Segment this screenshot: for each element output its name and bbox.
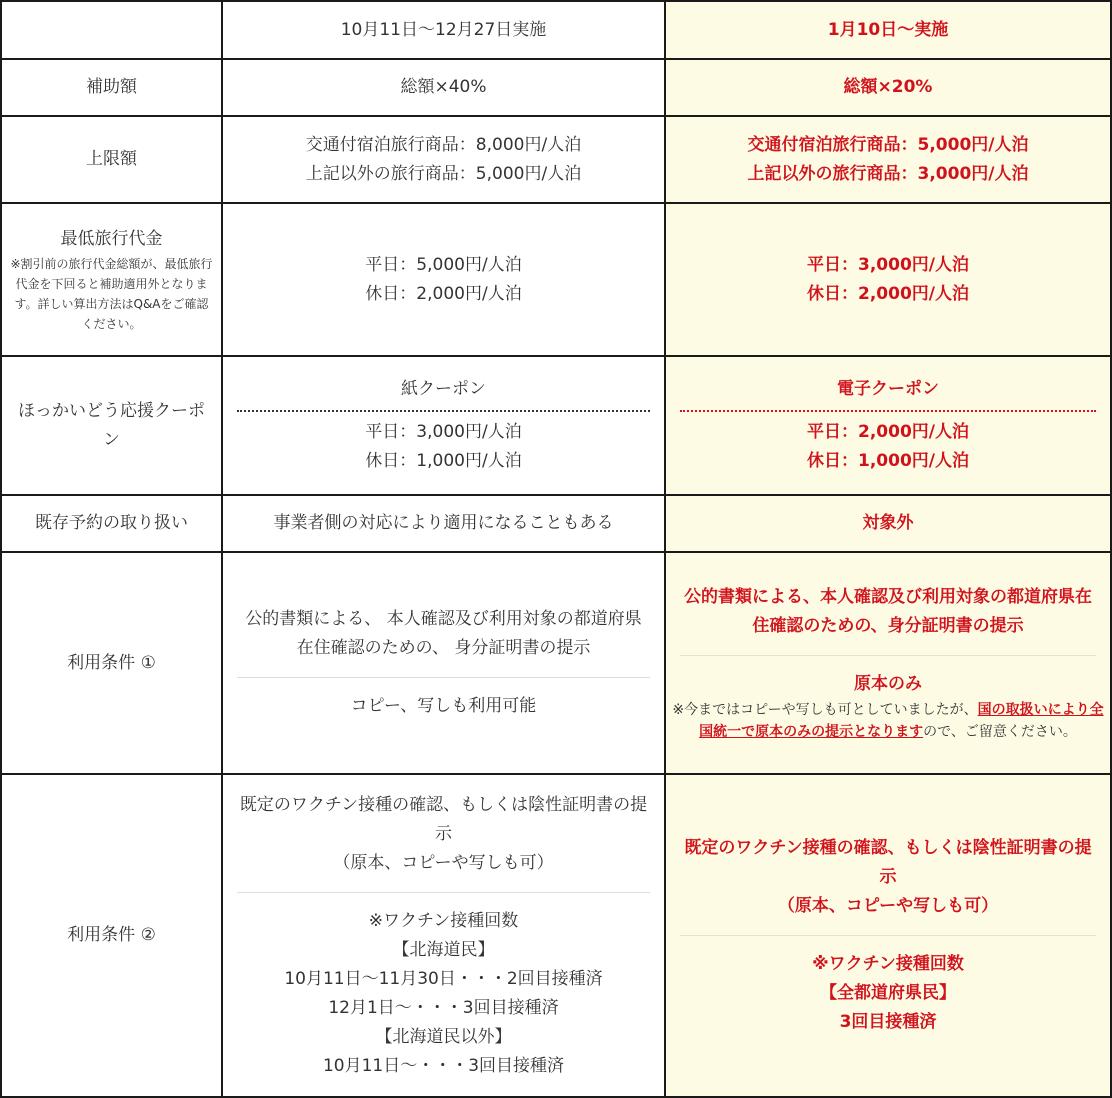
cond1-new (665, 552, 1111, 774)
min-price-old (222, 203, 665, 356)
existing-new: 対象外 (665, 495, 1111, 552)
label-cond2: 利用条件 ② (1, 774, 222, 1097)
divider (680, 655, 1096, 656)
note-text-pre: ※今まではコピーや写しも可としていましたが、 (672, 702, 978, 718)
cond2-new (665, 774, 1111, 1097)
header-empty-cell (1, 1, 222, 59)
header-new-period: 1月10日〜実施 (665, 1, 1111, 59)
header-old-period: 10月11日〜12月27日実施 (222, 1, 665, 59)
cond2-old-sub-1: ※ワクチン接種回数 (368, 910, 519, 931)
cond1-old-sub: コピー、写しも利用可能 (350, 696, 537, 716)
row-min-price (1, 203, 1111, 356)
row-cap (1, 116, 1111, 203)
coupon-new-weekday: 平日：2,000円/人泊 (807, 422, 969, 442)
coupon-old-holiday: 休日：1,000円/人泊 (365, 451, 522, 471)
row-coupon (1, 356, 1111, 495)
min-price-old-holiday: 休日：2,000円/人泊 (365, 283, 522, 304)
cond2-old-sub-3: 10月11日〜11月30日・・・2回目接種済 (284, 968, 603, 989)
row-subsidy (1, 59, 1111, 116)
label-cap: 上限額 (1, 116, 222, 203)
cap-old-line-1: 交通付宿泊旅行商品：8,000円/人泊 (305, 134, 582, 155)
cond2-old-paren: （原本、コピーや写しも可） (333, 852, 554, 873)
cond2-old-sub-2: 【北海道民】 (392, 939, 495, 960)
label-cond1: 利用条件 ① (1, 552, 222, 774)
header-row (1, 1, 1111, 59)
cap-old (222, 116, 665, 203)
cond1-new-sub: 原本のみ (854, 674, 922, 694)
cond2-new-paren: （原本、コピーや写しも可） (777, 896, 999, 916)
label-min-price: 最低旅行代金 (60, 229, 163, 249)
subsidy-old: 総額×40% (222, 59, 665, 116)
label-coupon: ほっかいどう応援クーポン (18, 400, 205, 450)
cond2-old-sub-4: 12月1日〜・・・3回目接種済 (328, 997, 559, 1018)
cap-new-line-2: 上記以外の旅行商品：3,000円/人泊 (747, 163, 1029, 184)
label-existing: 既存予約の取り扱い (1, 495, 222, 552)
cap-new-line-1: 交通付宿泊旅行商品：5,000円/人泊 (747, 134, 1029, 155)
cond1-old (222, 552, 665, 774)
cond2-new-main: 既定のワクチン接種の確認、もしくは陰性証明書の提示 (684, 838, 1092, 887)
divider (680, 935, 1096, 936)
cond1-new-main: 公的書類による、本人確認及び利用対象の都道府県在住確認のための、身分証明書の提示 (684, 587, 1092, 636)
national-rule-link[interactable]: 国の取扱いにより全国統一で原本のみの提示となります (699, 702, 1104, 740)
cond1-old-main: 公的書類による、 本人確認及び利用対象の都道府県在住確認のための、 身分証明書の提示 (245, 609, 642, 658)
cond2-old-sub-5: 【北海道民以外】 (375, 1026, 512, 1047)
dotted-divider (237, 410, 650, 412)
cond2-old (222, 774, 665, 1097)
coupon-new-holiday: 休日：1,000円/人泊 (807, 451, 969, 471)
row-existing (1, 495, 1111, 552)
cond2-new-sub-1: ※ワクチン接種回数 (812, 954, 964, 974)
coupon-new (665, 356, 1111, 495)
coupon-old-weekday: 平日：3,000円/人泊 (365, 422, 522, 442)
coupon-old (222, 356, 665, 495)
min-price-old-weekday: 平日：5,000円/人泊 (365, 254, 522, 275)
label-subsidy: 補助額 (1, 59, 222, 116)
row-cond1 (1, 552, 1111, 774)
cond2-new-sub-2: 【全都道府県民】 (820, 983, 956, 1003)
label-coupon-cell (1, 356, 222, 495)
subsidy-new: 総額×20% (665, 59, 1111, 116)
divider (237, 892, 650, 893)
min-price-new (665, 203, 1111, 356)
cond1-new-note (666, 699, 1110, 743)
note-text-post: ので、ご留意ください。 (923, 724, 1077, 740)
existing-old: 事業者側の対応により適用になることもある (222, 495, 665, 552)
min-price-note: ※割引前の旅行代金総額が、最低旅行代金を下回ると補助適用外となります。詳しい算出方法はQ&Aをご確認ください。 (10, 257, 213, 331)
cap-new (665, 116, 1111, 203)
label-min-price-cell (1, 203, 222, 356)
cond2-old-sub-6: 10月11日〜・・・3回目接種済 (322, 1055, 565, 1076)
cond2-old-main: 既定のワクチン接種の確認、もしくは陰性証明書の提示 (239, 794, 648, 844)
row-cond2 (1, 774, 1111, 1097)
coupon-new-type: 電子クーポン (837, 379, 939, 399)
min-price-new-weekday: 平日：3,000円/人泊 (807, 254, 969, 275)
min-price-new-holiday: 休日：2,000円/人泊 (807, 283, 969, 304)
cond2-new-sub-3: 3回目接種済 (839, 1012, 937, 1032)
dotted-divider (680, 410, 1096, 412)
cap-old-line-2: 上記以外の旅行商品：5,000円/人泊 (305, 163, 582, 184)
coupon-old-type: 紙クーポン (401, 379, 486, 399)
divider (237, 677, 650, 678)
